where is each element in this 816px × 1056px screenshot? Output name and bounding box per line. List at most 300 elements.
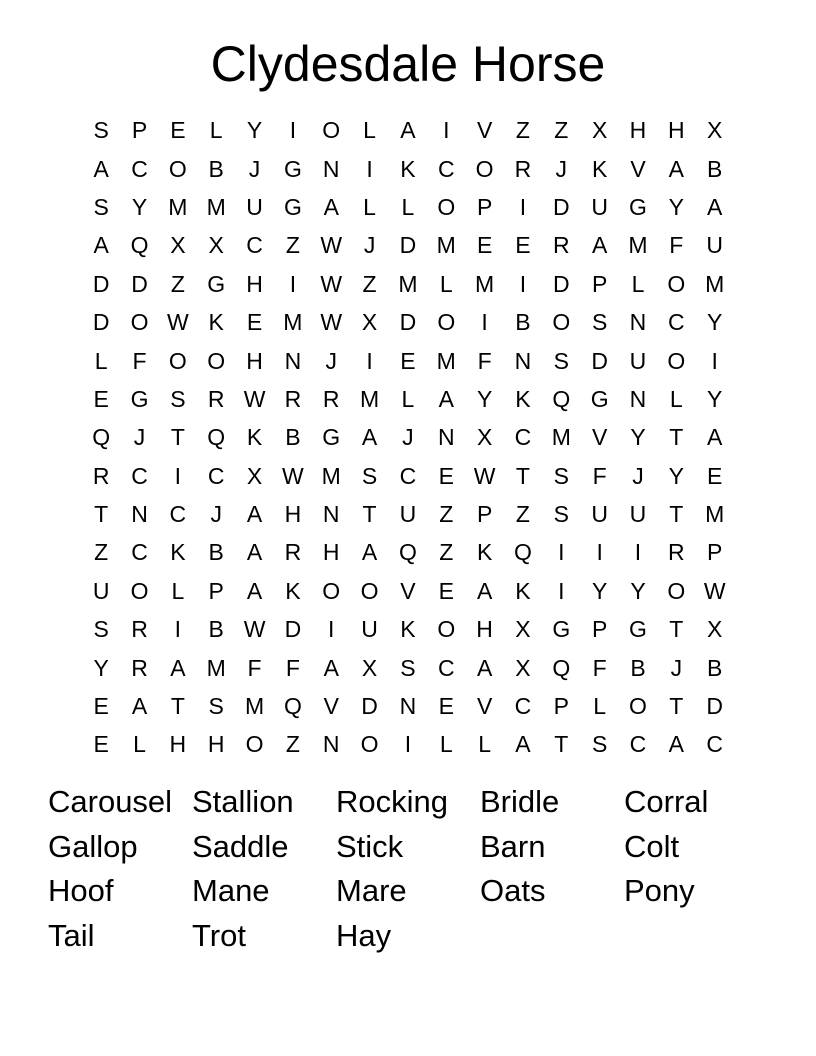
grid-letter: B: [707, 654, 723, 681]
grid-letter: R: [284, 539, 302, 566]
grid-letter: Z: [554, 117, 569, 144]
grid-letter: S: [208, 693, 224, 720]
grid-letter: A: [361, 539, 378, 566]
grid-letter: T: [669, 616, 684, 643]
grid-letter: P: [591, 616, 608, 643]
word-bank-item: Trot: [192, 917, 246, 953]
grid-letter: A: [361, 424, 378, 451]
grid-letter: K: [285, 577, 301, 604]
grid-row: [82, 457, 734, 495]
word-bank-item: Colt: [624, 828, 680, 864]
word-bank-item: Mane: [192, 873, 270, 908]
grid-letter: R: [92, 462, 110, 489]
grid-letter: V: [630, 155, 646, 182]
grid-letter: A: [323, 193, 339, 220]
grid-letter: I: [481, 309, 488, 336]
grid-letter: I: [519, 193, 527, 220]
grid-letter: B: [707, 155, 723, 182]
grid-letter: A: [93, 232, 109, 259]
grid-letter: G: [283, 193, 302, 220]
grid-letter: D: [591, 347, 608, 374]
grid-letter: D: [399, 232, 417, 259]
grid-letter: A: [170, 654, 186, 681]
grid-letter: Z: [515, 117, 530, 144]
grid-letter: J: [363, 232, 376, 259]
grid-letter: W: [320, 270, 343, 297]
grid-letter: P: [553, 693, 569, 720]
grid-letter: F: [285, 654, 300, 681]
grid-letter: U: [706, 232, 723, 259]
grid-row: [82, 111, 734, 149]
grid-letter: E: [515, 232, 531, 259]
grid-letter: R: [514, 155, 532, 182]
grid-letter: D: [284, 616, 302, 643]
grid-letter: D: [131, 270, 148, 297]
grid-letter: E: [170, 117, 186, 144]
grid-letter: A: [131, 693, 148, 720]
grid-letter: O: [667, 270, 686, 297]
grid-letter: Y: [591, 577, 608, 604]
grid-letter: N: [629, 309, 647, 336]
grid-letter: K: [515, 385, 531, 412]
grid-letter: W: [167, 309, 189, 336]
grid-letter: I: [711, 347, 718, 374]
word-bank-item: Gallop: [48, 828, 138, 864]
grid-letter: R: [131, 654, 148, 681]
grid-letter: M: [475, 270, 495, 297]
grid-letter: N: [399, 693, 417, 720]
grid-letter: Y: [630, 577, 646, 604]
grid-letter: Z: [94, 539, 109, 566]
grid-letter: C: [629, 731, 647, 758]
grid-letter: Y: [476, 385, 493, 412]
grid-letter: L: [171, 577, 185, 604]
grid-row: [82, 572, 734, 610]
grid-letter: D: [399, 309, 417, 336]
grid-letter: K: [476, 539, 493, 566]
grid-letter: J: [325, 347, 337, 374]
grid-letter: X: [476, 424, 493, 451]
grid-letter: H: [246, 347, 263, 374]
grid-row: [82, 303, 734, 341]
grid-letter: M: [398, 270, 418, 297]
word-bank-item: Bridle: [480, 784, 560, 819]
grid-row: [82, 610, 734, 648]
grid-letter: O: [168, 155, 187, 182]
grid-letter: N: [322, 155, 340, 182]
word-bank-item: Carousel: [48, 784, 173, 819]
grid-letter: X: [246, 462, 263, 489]
grid-letter: E: [93, 693, 109, 720]
grid-letter: A: [246, 539, 263, 566]
word-bank-item: Tail: [48, 917, 95, 953]
grid-letter: Y: [707, 309, 723, 336]
grid-letter: S: [93, 616, 109, 643]
grid-letter: M: [206, 654, 226, 681]
grid-letter: Z: [515, 501, 530, 528]
grid-letter: I: [558, 577, 565, 604]
word-bank-item: Stallion: [192, 784, 294, 819]
grid-letter: C: [207, 462, 225, 489]
grid-row: [82, 725, 734, 763]
grid-letter: A: [515, 731, 531, 758]
grid-letter: A: [707, 193, 723, 220]
grid-letter: C: [706, 731, 723, 758]
word-bank-item: Saddle: [192, 828, 289, 864]
grid-letter: M: [244, 693, 265, 720]
grid-letter: S: [361, 462, 378, 489]
grid-letter: J: [555, 155, 568, 182]
word-search-grid: [82, 111, 734, 764]
grid-letter: C: [246, 232, 263, 259]
page-title: Clydesdale Horse: [210, 36, 606, 92]
grid-letter: I: [596, 539, 603, 566]
grid-letter: O: [552, 309, 571, 336]
grid-row: [82, 648, 734, 686]
grid-letter: A: [246, 501, 263, 528]
grid-letter: P: [208, 577, 224, 604]
grid-letter: Y: [93, 654, 109, 681]
grid-letter: Y: [668, 462, 684, 489]
grid-letter: J: [248, 155, 261, 182]
grid-letter: B: [285, 424, 301, 451]
grid-letter: E: [400, 347, 416, 374]
grid-letter: W: [243, 385, 266, 412]
grid-row: [82, 341, 734, 379]
grid-letter: O: [322, 117, 341, 144]
grid-letter: R: [552, 232, 570, 259]
grid-letter: Z: [362, 270, 377, 297]
grid-letter: L: [401, 193, 415, 220]
grid-letter: F: [477, 347, 492, 374]
grid-letter: V: [323, 693, 339, 720]
grid-row: [82, 533, 734, 571]
grid-letter: W: [473, 462, 496, 489]
grid-letter: D: [92, 270, 110, 297]
grid-letter: S: [170, 385, 186, 412]
grid-letter: K: [400, 616, 416, 643]
grid-letter: D: [92, 309, 110, 336]
grid-letter: L: [133, 731, 146, 758]
grid-letter: F: [592, 654, 607, 681]
grid-letter: M: [628, 232, 648, 259]
word-bank-item: Oats: [480, 873, 546, 908]
grid-row: [82, 226, 734, 264]
grid-letter: E: [438, 693, 454, 720]
grid-letter: A: [93, 155, 109, 182]
grid-letter: I: [174, 616, 182, 643]
grid-letter: L: [363, 193, 376, 220]
grid-letter: Y: [668, 193, 684, 220]
grid-letter: V: [476, 117, 493, 144]
grid-letter: M: [436, 347, 456, 374]
grid-letter: O: [667, 347, 686, 374]
grid-letter: L: [363, 117, 376, 144]
grid-letter: J: [670, 654, 683, 681]
grid-row: [82, 149, 734, 187]
grid-letter: H: [322, 539, 340, 566]
grid-letter: E: [438, 577, 454, 604]
grid-letter: G: [207, 270, 226, 297]
grid-letter: G: [283, 155, 302, 182]
grid-letter: S: [400, 654, 416, 681]
grid-letter: U: [591, 193, 608, 220]
grid-letter: C: [131, 539, 148, 566]
grid-letter: Q: [552, 654, 571, 681]
grid-letter: Q: [398, 539, 417, 566]
grid-letter: Q: [552, 385, 571, 412]
grid-letter: T: [515, 462, 530, 489]
grid-row: [82, 495, 734, 533]
grid-letter: A: [668, 731, 684, 758]
grid-letter: M: [168, 193, 188, 220]
grid-letter: D: [552, 270, 570, 297]
grid-letter: Q: [207, 424, 226, 451]
grid-letter: A: [438, 385, 454, 412]
grid-letter: Z: [285, 731, 300, 758]
word-bank-item: Mare: [336, 873, 407, 908]
grid-letter: I: [328, 616, 335, 643]
grid-letter: K: [400, 155, 416, 182]
grid-letter: D: [361, 693, 378, 720]
grid-letter: I: [174, 462, 182, 489]
grid-letter: E: [246, 309, 263, 336]
grid-letter: X: [591, 117, 608, 144]
grid-letter: C: [131, 155, 148, 182]
grid-row: [82, 265, 734, 303]
grid-letter: X: [515, 616, 531, 643]
grid-letter: X: [707, 117, 723, 144]
grid-letter: G: [629, 616, 647, 643]
grid-letter: L: [593, 693, 607, 720]
grid-letter: Z: [439, 539, 454, 566]
grid-letter: B: [208, 155, 224, 182]
grid-letter: U: [629, 501, 647, 528]
grid-letter: D: [706, 693, 723, 720]
grid-letter: K: [208, 309, 224, 336]
word-bank-item: Hay: [336, 917, 392, 953]
grid-letter: S: [553, 347, 569, 374]
word-bank-item: Barn: [480, 828, 546, 864]
grid-letter: W: [320, 309, 343, 336]
grid-letter: N: [437, 424, 455, 451]
grid-letter: T: [94, 501, 109, 528]
grid-letter: P: [476, 193, 493, 220]
grid-letter: B: [208, 539, 224, 566]
grid-letter: C: [169, 501, 187, 528]
grid-letter: P: [131, 117, 148, 144]
grid-letter: I: [366, 347, 373, 374]
grid-letter: U: [629, 347, 647, 374]
grid-letter: A: [707, 424, 723, 451]
grid-letter: M: [359, 385, 380, 412]
word-bank-item: Stick: [336, 828, 404, 864]
word-bank-item: Hoof: [48, 873, 114, 908]
grid-letter: I: [558, 539, 565, 566]
grid-letter: T: [362, 501, 377, 528]
grid-letter: E: [438, 462, 454, 489]
grid-letter: A: [323, 654, 339, 681]
grid-letter: Y: [630, 424, 646, 451]
grid-letter: F: [247, 654, 262, 681]
grid-letter: N: [322, 501, 340, 528]
grid-letter: Q: [283, 693, 302, 720]
grid-letter: X: [170, 232, 186, 259]
grid-letter: G: [552, 616, 571, 643]
grid-letter: Y: [707, 385, 723, 412]
grid-letter: P: [476, 501, 493, 528]
grid-letter: X: [208, 232, 224, 259]
grid-letter: Y: [131, 193, 148, 220]
grid-letter: U: [591, 501, 608, 528]
grid-row: [82, 188, 734, 226]
grid-letter: E: [476, 232, 493, 259]
grid-letter: L: [669, 385, 683, 412]
grid-letter: I: [443, 117, 450, 144]
grid-letter: N: [514, 347, 532, 374]
grid-letter: R: [131, 616, 148, 643]
grid-letter: G: [629, 193, 647, 220]
grid-letter: N: [284, 347, 302, 374]
grid-row: [82, 687, 734, 725]
grid-letter: Q: [130, 232, 149, 259]
grid-letter: E: [93, 385, 109, 412]
grid-letter: L: [401, 385, 415, 412]
grid-letter: O: [437, 309, 456, 336]
grid-letter: G: [322, 424, 341, 451]
grid-letter: I: [289, 270, 297, 297]
grid-letter: J: [632, 462, 644, 489]
grid-letter: B: [515, 309, 531, 336]
grid-letter: Z: [439, 501, 454, 528]
grid-letter: A: [400, 117, 416, 144]
grid-letter: C: [437, 155, 455, 182]
grid-letter: H: [668, 117, 685, 144]
grid-letter: B: [630, 654, 646, 681]
grid-letter: R: [322, 385, 340, 412]
grid-letter: M: [321, 462, 341, 489]
grid-letter: S: [553, 501, 569, 528]
grid-letter: G: [130, 385, 149, 412]
grid-letter: W: [320, 232, 343, 259]
grid-letter: H: [246, 270, 263, 297]
word-bank-item: Rocking: [336, 784, 448, 819]
grid-letter: X: [361, 309, 378, 336]
grid-letter: K: [515, 577, 531, 604]
grid-letter: I: [404, 731, 412, 758]
grid-letter: Q: [514, 539, 532, 566]
grid-letter: I: [519, 270, 527, 297]
grid-letter: L: [209, 117, 223, 144]
grid-letter: H: [169, 731, 187, 758]
grid-letter: E: [93, 731, 109, 758]
grid-letter: R: [207, 385, 225, 412]
grid-letter: T: [170, 693, 185, 720]
word-bank-item: Corral: [624, 784, 709, 819]
grid-letter: M: [283, 309, 303, 336]
grid-letter: I: [634, 539, 642, 566]
grid-letter: K: [591, 155, 608, 182]
grid-letter: L: [631, 270, 645, 297]
grid-letter: O: [130, 309, 149, 336]
grid-letter: W: [282, 462, 304, 489]
grid-letter: J: [402, 424, 414, 451]
grid-row: [82, 418, 734, 456]
grid-letter: L: [94, 347, 108, 374]
grid-letter: Q: [92, 424, 111, 451]
grid-letter: P: [707, 539, 723, 566]
grid-letter: V: [400, 577, 416, 604]
grid-letter: O: [629, 693, 647, 720]
grid-letter: O: [667, 577, 686, 604]
grid-letter: A: [476, 577, 493, 604]
grid-letter: H: [284, 501, 302, 528]
grid-letter: X: [515, 654, 531, 681]
grid-letter: Z: [285, 232, 300, 259]
grid-letter: H: [207, 731, 225, 758]
grid-letter: X: [707, 616, 723, 643]
grid-letter: U: [92, 577, 110, 604]
grid-letter: A: [246, 577, 263, 604]
grid-letter: S: [93, 117, 109, 144]
grid-letter: V: [476, 693, 493, 720]
grid-letter: D: [552, 193, 570, 220]
grid-letter: J: [133, 424, 146, 451]
grid-letter: S: [93, 193, 109, 220]
grid-letter: A: [476, 654, 493, 681]
grid-letter: K: [170, 539, 186, 566]
grid-letter: C: [399, 462, 417, 489]
grid-letter: R: [668, 539, 685, 566]
grid-letter: O: [245, 731, 264, 758]
grid-letter: N: [629, 385, 647, 412]
grid-letter: O: [360, 577, 379, 604]
grid-letter: N: [131, 501, 148, 528]
grid-letter: O: [130, 577, 149, 604]
grid-letter: F: [592, 462, 607, 489]
grid-letter: R: [284, 385, 302, 412]
grid-letter: A: [668, 155, 684, 182]
grid-letter: Z: [170, 270, 185, 297]
grid-letter: H: [476, 616, 493, 643]
grid-letter: M: [705, 501, 725, 528]
grid-letter: S: [553, 462, 569, 489]
grid-letter: O: [360, 731, 379, 758]
grid-letter: C: [514, 424, 532, 451]
word-bank: [48, 780, 768, 958]
grid-letter: A: [591, 232, 608, 259]
grid-letter: O: [437, 616, 456, 643]
grid-letter: S: [591, 309, 608, 336]
grid-letter: C: [131, 462, 148, 489]
grid-letter: T: [554, 731, 569, 758]
grid-letter: M: [206, 193, 226, 220]
grid-row: [82, 380, 734, 418]
grid-letter: F: [132, 347, 147, 374]
grid-letter: W: [243, 616, 266, 643]
grid-letter: G: [590, 385, 609, 412]
grid-letter: U: [361, 616, 378, 643]
grid-letter: O: [475, 155, 494, 182]
grid-letter: N: [322, 731, 340, 758]
grid-letter: K: [246, 424, 263, 451]
grid-letter: M: [436, 232, 456, 259]
grid-letter: M: [705, 270, 725, 297]
grid-letter: B: [208, 616, 224, 643]
grid-letter: F: [669, 232, 684, 259]
grid-letter: I: [289, 117, 297, 144]
grid-letter: P: [591, 270, 608, 297]
